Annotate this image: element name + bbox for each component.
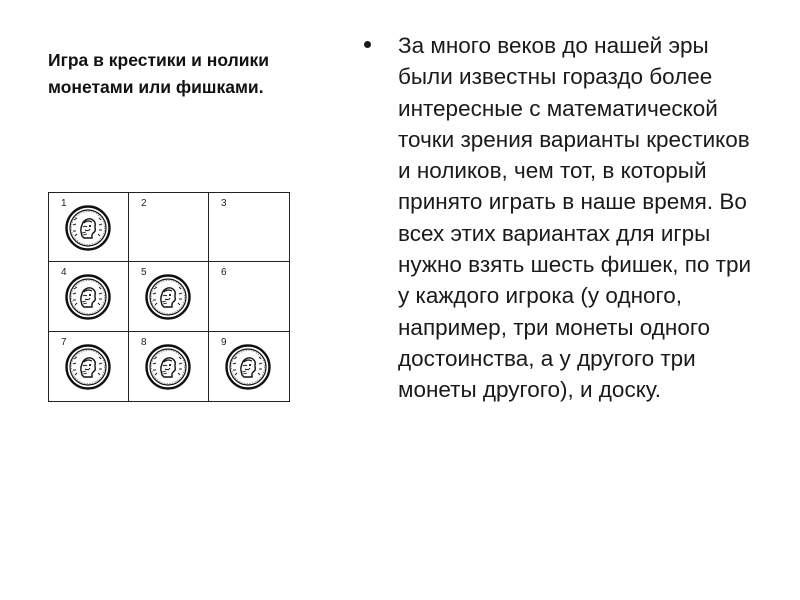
board-cell-7 — [49, 332, 129, 401]
coin-icon — [65, 274, 111, 320]
cell-number: 9 — [221, 336, 227, 348]
bullet-list — [362, 30, 762, 406]
board-cell-6 — [209, 262, 289, 331]
board-cell-1 — [49, 193, 129, 262]
coin-icon — [225, 344, 271, 390]
cell-number: 7 — [61, 336, 67, 348]
coin-icon — [65, 205, 111, 251]
board-cell-8 — [129, 332, 209, 401]
board-cell-9 — [209, 332, 289, 401]
board-cell-3 — [209, 193, 289, 262]
cell-number: 4 — [61, 267, 67, 279]
cell-number: 5 — [141, 267, 147, 279]
board-cell-2 — [129, 193, 209, 262]
cell-number: 8 — [141, 336, 147, 348]
bullet-text: За много веков до нашей эры были известны гораздо более интересные с математической точки зрения варианты крестиков и ноликов, чем тот, в который принято играть в наше время. Во всех этих вариантах для игры нужно взять шесть фишек, по три у каждого игрока (у одного, например, три монеты одного достоинства, а у другого три монеты другого), и доску. — [398, 33, 752, 403]
cell-number: 6 — [221, 267, 227, 279]
cell-number: 1 — [61, 198, 67, 209]
cell-number: 3 — [221, 198, 227, 209]
bullet-marker — [364, 41, 371, 48]
board-cell-5 — [129, 262, 209, 331]
cell-number: 2 — [141, 198, 147, 209]
coin-icon — [65, 344, 111, 390]
tic-tac-toe-board — [48, 192, 290, 402]
board-cell-4 — [49, 262, 129, 331]
slide-title: Игра в крестики и нолики монетами или фишками. — [48, 50, 269, 97]
coin-icon — [145, 344, 191, 390]
coin-icon — [145, 274, 191, 320]
